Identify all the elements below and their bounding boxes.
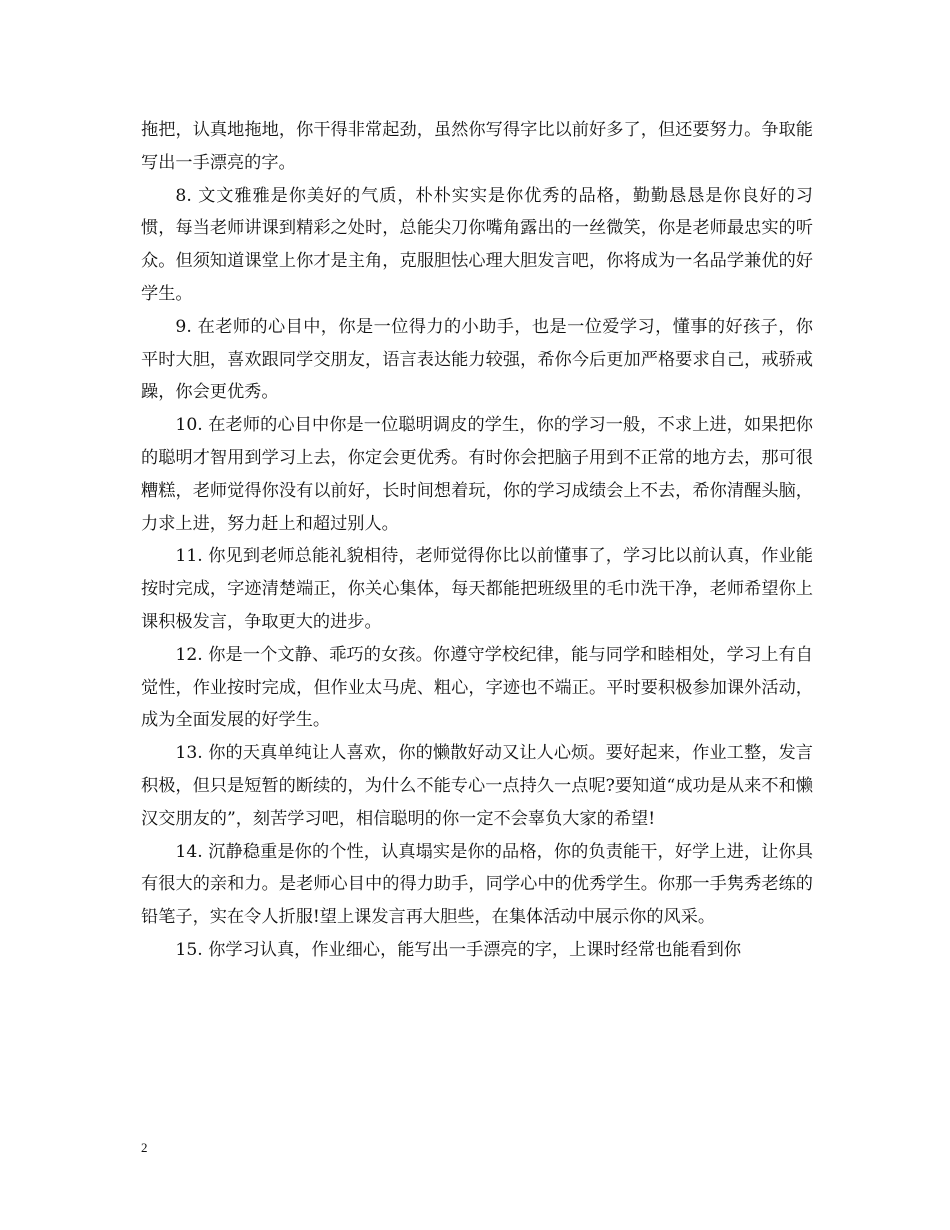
document-body	[141, 114, 813, 967]
paragraph-5: 11. 你见到老师总能礼貌相待，老师觉得你比以前懂事了，学习比以前认真，作业能按时完成，字迹清楚端正，你关心集体，每天都能把班级里的毛巾洗干净，老师希望你上课积极发言，争取更大的进步。	[141, 546, 813, 632]
page-number: 2	[141, 1140, 148, 1155]
paragraph-6: 12. 你是一个文静、乖巧的女孩。你遵守学校纪律，能与同学和睦相处，学习上有自觉性，作业按时完成，但作业太马虎、粗心，字迹也不端正。平时要积极参加课外活动，成为全面发展的好学生。	[141, 644, 813, 731]
paragraph-8: 14. 沉静稳重是你的个性，认真塌实是你的品格，你的负责能干，好学上进，让你具有很大的亲和力。是老师心目中的得力助手，同学心中的优秀学生。你那一手隽秀老练的铅笔子，实在令人折服!望上课发言再大胆些，在集体活动中展示你的风采。	[141, 841, 813, 928]
paragraph-4: 10. 在老师的心目中你是一位聪明调皮的学生，你的学习一般，不求上进，如果把你的聪明才智用到学习上去，你定会更优秀。有时你会把脑子用到不正常的地方去，那可很糟糕，老师觉得你没有以前好，长时间想着玩，你的学习成绩会上不去，希你清醒头脑，力求上进，努力赶上和超过别人。	[141, 415, 813, 534]
paragraph-2: 8. 文文雅雅是你美好的气质，朴朴实实是你优秀的品格，勤勤恳恳是你良好的习惯，每当老师讲课到精彩之处时，总能尖刀你嘴角露出的一丝微笑，你是老师最忠实的听众。但须知道课堂上你才是主角，克服胆怯心理大胆发言吧，你将成为一名品学兼优的好学生。	[141, 185, 813, 304]
paragraph-9: 15. 你学习认真，作业细心，能写出一手漂亮的字，上课时经常也能看到你	[175, 939, 742, 960]
paragraph-3: 9. 在老师的心目中，你是一位得力的小助手，也是一位爱学习，懂事的好孩子，你平时大胆，喜欢跟同学交朋友，语言表达能力较强，希你今后更加严格要求自己，戒骄戒躁，你会更优秀。	[141, 316, 813, 403]
paragraph-1: 拖把，认真地拖地，你干得非常起劲，虽然你写得字比以前好多了，但还要努力。争取能写出一手漂亮的字。	[141, 120, 813, 173]
paragraph-7: 13. 你的天真单纯让人喜欢，你的懒散好动又让人心烦。要好起来，作业工整，发言积极，但只是短暂的断续的，为什么不能专心一点持久一点呢?要知道“成功是从来不和懒汉交朋友的”，刻苦学习吧，相信聪明的你一定不会辜负大家的希望!	[141, 743, 813, 829]
